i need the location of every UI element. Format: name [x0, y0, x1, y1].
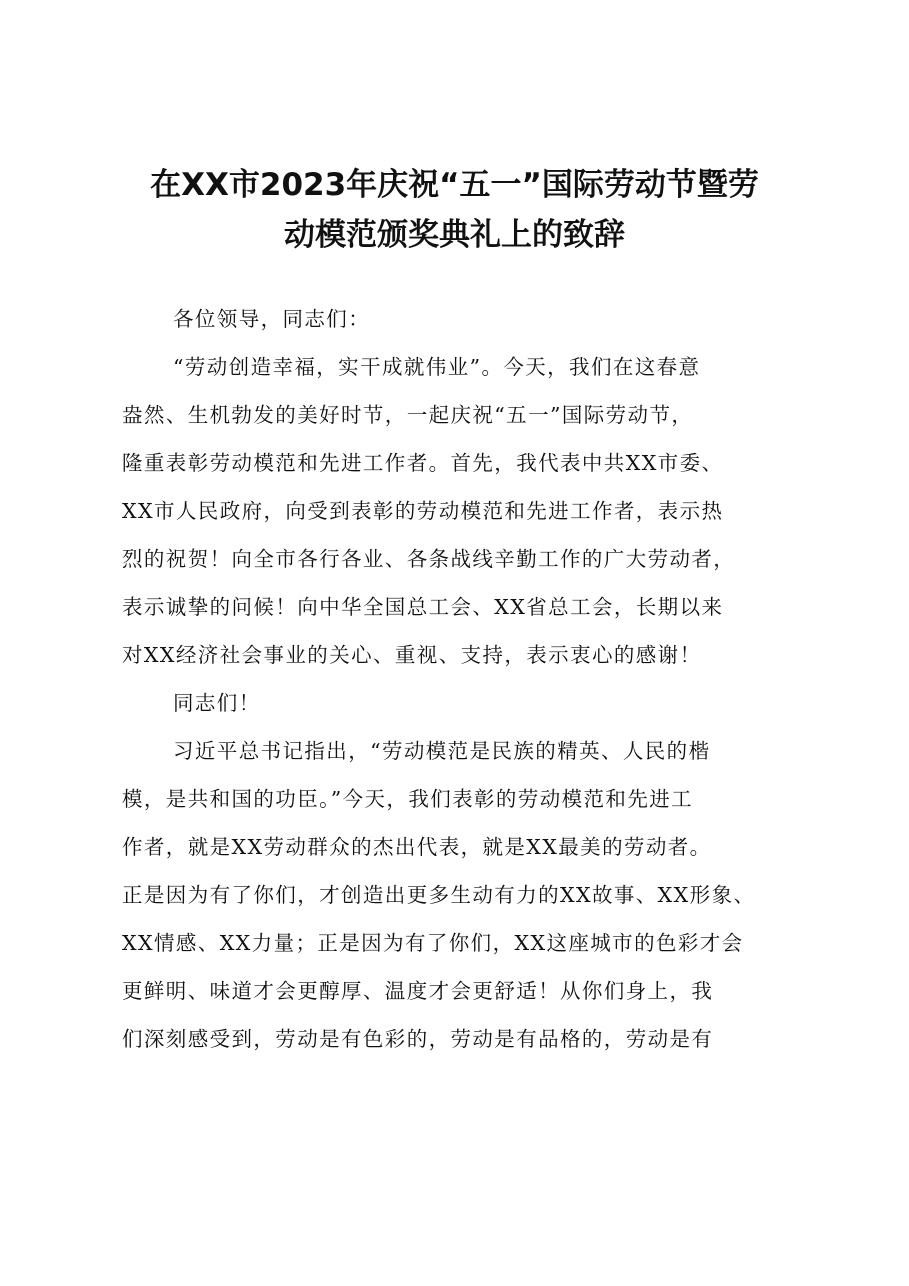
- paragraph-line: 作者，就是XX劳动群众的杰出代表，就是XX最美的劳动者。: [122, 835, 712, 859]
- paragraph-line: 烈的祝贺！向全市各行各业、各条战线辛勤工作的广大劳动者，: [122, 547, 736, 571]
- paragraph-line: 表示诚挚的问候！向中华全国总工会、XX省总工会，长期以来: [122, 595, 724, 619]
- paragraph-line: “劳动创造幸福，实干成就伟业”。今天，我们在这春意: [173, 355, 701, 379]
- paragraph-line: 模，是共和国的功臣。”今天，我们表彰的劳动模范和先进工: [122, 787, 694, 811]
- paragraph-line: 更鲜明、味道才会更醇厚、温度才会更舒适！从你们身上，我: [122, 979, 714, 1003]
- paragraph-line: 盎然、生机勃发的美好时节，一起庆祝“五一”国际劳动节，: [122, 403, 694, 427]
- salutation: 同志们！: [173, 691, 261, 715]
- document-title-line-1: 在XX市2023年庆祝“五一”国际劳动节暨劳: [150, 167, 759, 203]
- document-title-line-2: 动模范颁奖典礼上的致辞: [284, 217, 625, 253]
- paragraph-line: XX情感、XX力量；正是因为有了你们，XX这座城市的色彩才会: [122, 931, 744, 955]
- paragraph-line: 对XX经济社会事业的关心、重视、支持，表示衷心的感谢！: [122, 643, 702, 667]
- salutation: 各位领导，同志们：: [173, 307, 371, 331]
- paragraph-line: 习近平总书记指出，“劳动模范是民族的精英、人民的楷: [173, 739, 711, 763]
- paragraph-line: 正是因为有了你们，才创造出更多生动有力的XX故事、XX形象、: [122, 883, 756, 907]
- paragraph-line: XX市人民政府，向受到表彰的劳动模范和先进工作者，表示热: [122, 499, 724, 523]
- paragraph-line: 们深刻感受到，劳动是有色彩的，劳动是有品格的，劳动是有: [122, 1027, 714, 1051]
- paragraph-line: 隆重表彰劳动模范和先进工作者。首先，我代表中共XX市委、: [122, 451, 724, 475]
